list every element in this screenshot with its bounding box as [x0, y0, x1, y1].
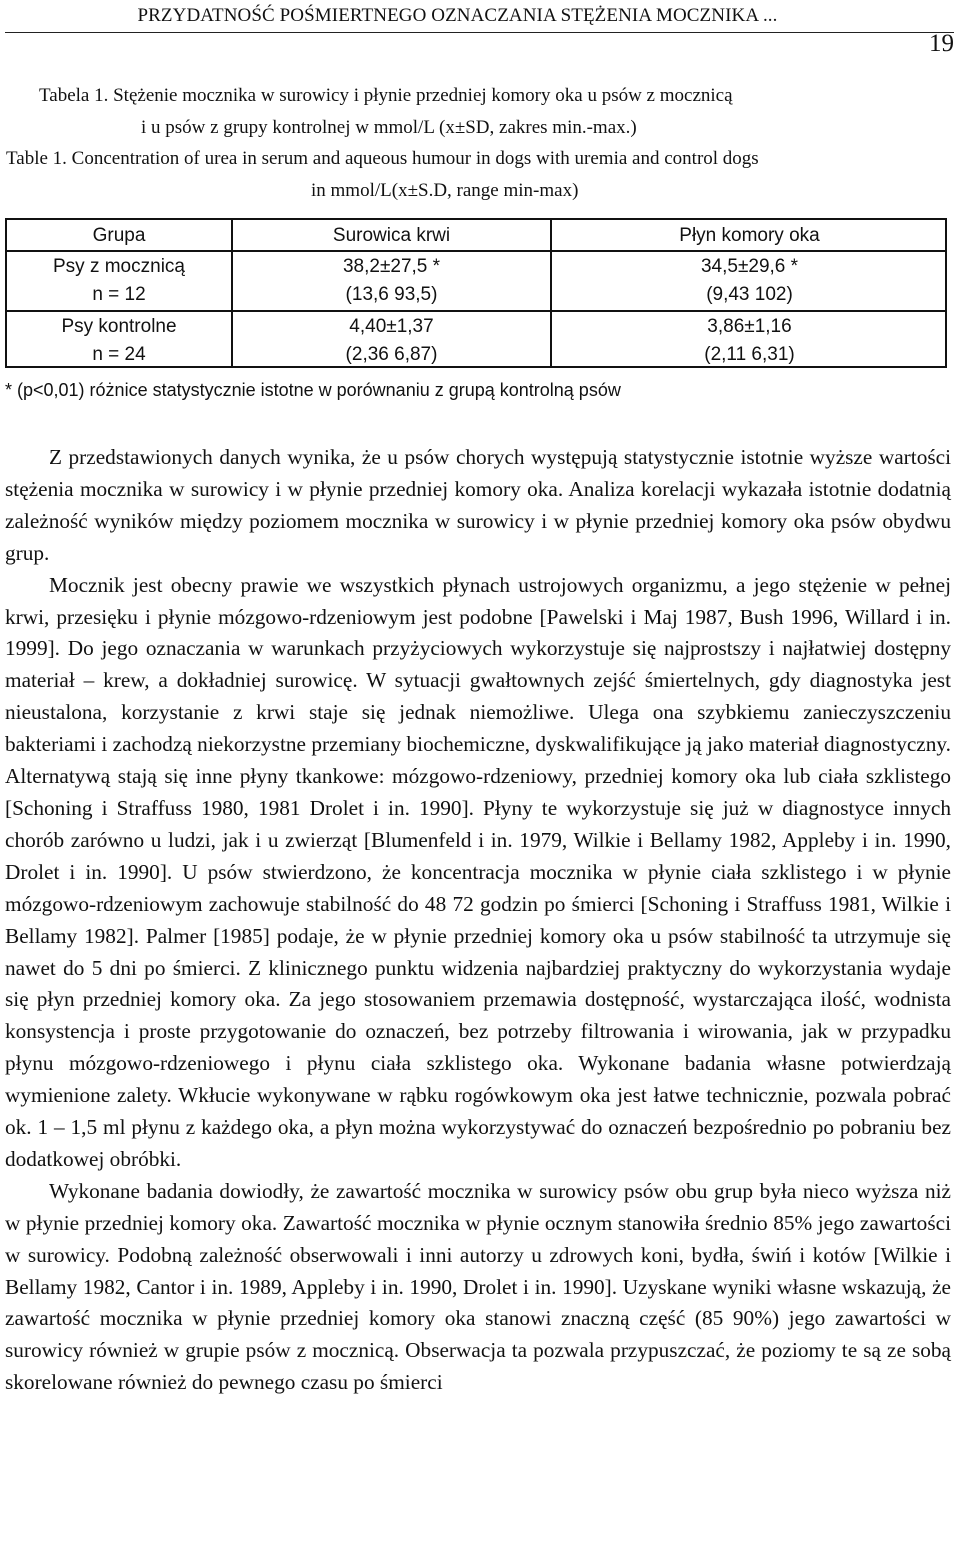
caption-pl-line-1: Tabela 1. Stężenie mocznika w surowicy i płynie przedniej komory oka u psów z mocznicą	[39, 85, 733, 106]
table-cell-aqueous-mean: 34,5±29,6 *	[700, 256, 799, 277]
table-divider	[7, 250, 945, 252]
table-cell-aqueous-mean: 3,86±1,16	[707, 316, 792, 337]
table-header-cell: Płyn komory oka	[679, 225, 820, 246]
caption-pl-line-2: i u psów z grupy kontrolnej w mmol/L (x±SD, zakres min.-max.)	[141, 116, 637, 138]
table-divider	[7, 310, 945, 312]
table-cell-serum-mean: 4,40±1,37	[349, 316, 434, 337]
table-cell-aqueous-range: (2,11 6,31)	[704, 344, 795, 365]
table-cell-aqueous-range: (9,43 102)	[706, 284, 793, 305]
paragraph: Wykonane badania dowiodły, że zawartość mocznika w surowicy psów obu grup była nieco wyższa niż w płynie przedniej komory oka. Zawartość mocznika w płynie ocznym stanowiła średnio 85% jego zawartości w surowicy. Podobną zależność obserwowali i inni autorzy u zdrowych koni, bydła, świń i kotów [Wilkie i Bellamy 1982, Cantor i in. 1989, Appleby i in. 1990, Drolet i in. 1990]. Uzyskane wyniki własne wskazują, że zawartość mocznika w płynie przedniej komory oka stanowi znaczną część (85 90%) jego zawartości w surowicy również w grupie psów z mocznicą. Obserwacja ta pozwala przypuszczać, że poziomy te są ze sobą skorelowane również do pewnego czasu po śmierci	[5, 1178, 951, 1395]
body-text	[5, 442, 951, 1399]
paragraph: Mocznik jest obecny prawie we wszystkich płynach ustrojowych organizmu, a jego stężenie w pełnej krwi, przesięku i płynie mózgowo-rdzeniowym jest podobne [Pawelski i Maj 1987, Bush 1996, Willard i in. 1999]. Do jego oznaczania w warunkach przyżyciowych wykorzystuje się najprostszy i najłatwiej dostępny materiał – krew, a dokładniej surowicę. W sytuacji gwałtownych zejść śmiertelnych, gdy diagnostyka jest nieustalona, korzystanie z krwi staje się jednak niemożliwe. Ulega ona szybkiemu zanieczyszczeniu bakteriami i zachodzą niekorzystne przemiany biochemiczne, dyskwalifikujące ją jako materiał diagnostyczny. Alternatywą stają się inne płyny tkankowe: mózgowo-rdzeniowy, przedniej komory oka lub ciała szklistego [Schoning i Straffuss 1980, 1981 Drolet i in. 1990]. Płyny te wykorzystuje się już w diagnostyce innych chorób zarówno u ludzi, jak i u zwierząt [Blumenfeld i in. 1979, Wilkie i Bellamy 1982, Appleby i in. 1990, Drolet i in. 1990]. U psów stwierdzono, że koncentracja mocznika w płynie ciała szklistego i w płynie mózgowo-rdzeniowym zachowuje stabilność do 48 72 godzin po śmierci [Schoning i Straffuss 1981, Wilkie i Bellamy 1982]. Palmer [1985] podaje, że w płynie przedniej komory oka u psów stabilność ta utrzymuje się nawet do 5 dni po śmierci. Z klinicznego punktu widzenia najbardziej praktyczny do wykorzystania wydaje się płyn przedniej komory oka. Za jego stosowaniem przemawia dostępność, wystarczająca ilość, wodnista konsystencja i proste przygotowanie do oznaczeń, bez potrzeby filtrowania i wirowania, jak w przypadku płynu mózgowo-rdzeniowego i płynu ciała szklistego oka. Wykonane badania własne potwierdzają wymienione zalety. Wkłucie wykonywane w rąbku rogówkowym oka jest łatwe technicznie, pozwala pobrać ok. 1 – 1,5 ml płynu z każdego oka, a płyn można wykorzystywać do oznaczeń bezpośrednio po pobraniu bez dodatkowej obróbki.	[5, 572, 951, 1171]
header-rule	[5, 32, 954, 33]
caption-en-line-2: in mmol/L(x±S.D, range min-max)	[311, 179, 579, 201]
table-header-cell: Surowica krwi	[332, 225, 451, 246]
table-cell-serum-range: (13,6 93,5)	[345, 284, 438, 305]
page-number: 19	[929, 30, 954, 57]
table-cell-group: Psy kontrolne	[61, 316, 177, 337]
table-footnote: * (p<0,01) różnice statystycznie istotne w porównaniu z grupą kontrolną psów	[5, 380, 621, 400]
table-cell-serum-mean: 38,2±27,5 *	[342, 256, 441, 277]
paragraph: Z przedstawionych danych wynika, że u psów chorych występują statystycznie istotnie wyższe wartości stężenia mocznika w surowicy i w płynie przedniej komory oka. Analiza korelacji wykazała istotnie dodatnią zależność wyników między poziomem mocznika w surowicy i w płynie przedniej komory oka psów obydwu grup.	[5, 445, 951, 565]
table-cell-n: n = 24	[92, 344, 146, 365]
caption-en-line-1: Table 1. Concentration of urea in serum and aqueous humour in dogs with uremia and control dogs	[6, 148, 759, 169]
table-cell-serum-range: (2,36 6,87)	[345, 344, 438, 365]
running-header: PRZYDATNOŚĆ POŚMIERTNEGO OZNACZANIA STĘŻENIA MOCZNIKA ...	[137, 5, 778, 26]
results-table	[5, 218, 947, 368]
table-cell-n: n = 12	[92, 284, 146, 305]
table-cell-group: Psy z mocznicą	[53, 256, 185, 277]
table-caption	[6, 80, 956, 206]
table-header-cell: Grupa	[92, 225, 146, 246]
